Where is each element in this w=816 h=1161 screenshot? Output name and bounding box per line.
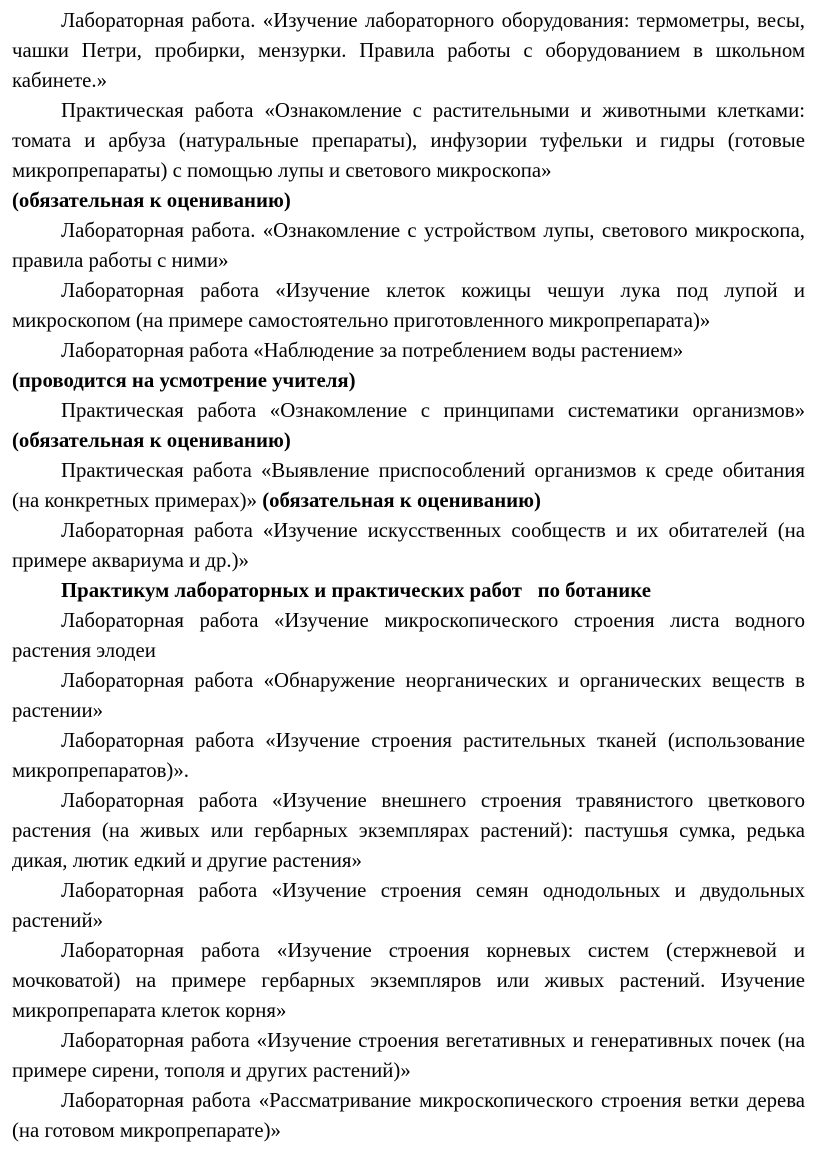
paragraph-lab-tissues: Лабораторная работа «Изучение строения растительных тканей (использование микропрепаратов)». bbox=[12, 729, 805, 782]
paragraph-lab-aquarium bbox=[12, 516, 805, 576]
teacher-discretion-note: (проводится на усмотрение учителя) bbox=[12, 369, 356, 392]
assessment-note: (обязательная к оцениванию) bbox=[12, 429, 291, 452]
paragraph-lab-onion-cells bbox=[12, 276, 805, 336]
paragraph-lab-branch: Лабораторная работа «Рассматривание микроскопического строения ветки дерева (на готовом микропрепарате)» bbox=[12, 1089, 805, 1142]
section-heading-botany: Практикум лабораторных и практических работ по ботанике bbox=[61, 579, 651, 602]
paragraph-text: Лабораторная работа. «Изучение лабораторного оборудования: термометры, весы, чашки Петри, пробирки, мензурки. Правила работы с оборудованием в школьном кабинете.» bbox=[12, 9, 805, 92]
paragraph-lab-elodea: Лабораторная работа «Изучение микроскопического строения листа водного растения элодеи bbox=[12, 609, 805, 662]
paragraph-lab-water-consumption bbox=[12, 336, 805, 396]
assessment-note: (обязательная к оцениванию) bbox=[12, 189, 291, 212]
paragraph-practical-cells bbox=[12, 96, 805, 216]
paragraph-text: Лабораторная работа «Изучение искусственных сообществ и их обитателей (на примере аквариума и др.)» bbox=[12, 519, 805, 572]
paragraph-lab-herbaceous-plant: Лабораторная работа «Изучение внешнего строения травянистого цветкового растения (на живых или гербарных экземплярах растений): пастушья сумка, редька дикая, лютик едкий и другие растения» bbox=[12, 789, 805, 872]
paragraph-lab-seeds: Лабораторная работа «Изучение строения семян однодольных и двудольных растений» bbox=[12, 879, 805, 932]
paragraph-lab-equipment bbox=[12, 6, 805, 96]
paragraph-lab-substances: Лабораторная работа «Обнаружение неорганических и органических веществ в растении» bbox=[12, 669, 805, 722]
paragraph-practical-systematics bbox=[12, 396, 805, 456]
paragraph-practical-adaptations bbox=[12, 456, 805, 516]
assessment-note: (обязательная к оцениванию) bbox=[262, 489, 541, 512]
paragraph-lab-root-systems: Лабораторная работа «Изучение строения корневых систем (стержневой и мочковатой) на примере гербарных экземпляров или живых растений. Изучение микропрепарата клеток корня» bbox=[12, 939, 805, 1022]
paragraph-text: Практическая работа «Ознакомление с принципами систематики организмов» bbox=[61, 399, 805, 422]
paragraph-lab-buds: Лабораторная работа «Изучение строения вегетативных и генеративных почек (на примере сирени, тополя и других растений)» bbox=[12, 1029, 805, 1082]
paragraph-text: Лабораторная работа «Изучение клеток кожицы чешуи лука под лупой и микроскопом (на примере самостоятельно приготовленного микропрепарата)» bbox=[12, 279, 805, 332]
paragraph-text: Практическая работа «Выявление приспособлений организмов к среде обитания (на конкретных примерах)» bbox=[12, 459, 805, 512]
paragraph-text: Лабораторная работа. «Ознакомление с устройством лупы, светового микроскопа, правила работы с ними» bbox=[12, 219, 805, 272]
paragraph-lab-microscope bbox=[12, 216, 805, 276]
paragraph-text: Практическая работа «Ознакомление с растительными и животными клетками: томата и арбуза (натуральные препараты), инфузории туфельки и гидры (готовые микропрепараты) с помощью лупы и светового микроскопа» bbox=[12, 99, 805, 182]
paragraph-text: Лабораторная работа «Наблюдение за потреблением воды растением» bbox=[61, 339, 684, 362]
